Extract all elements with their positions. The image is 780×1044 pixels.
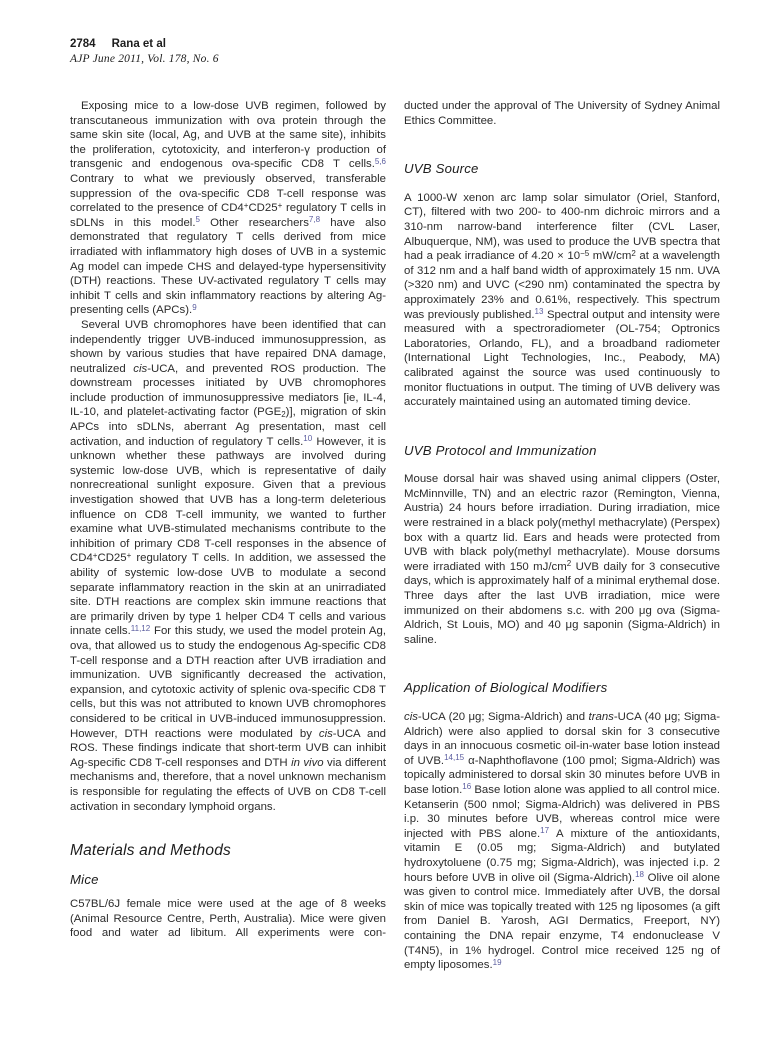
superscript: + — [277, 200, 283, 210]
superscript: 2 — [566, 559, 572, 569]
superscript: −5 — [580, 248, 590, 258]
uvb-protocol-heading: UVB Protocol and Immunization — [404, 442, 597, 458]
journal-citation: AJP June 2011, Vol. 178, No. 6 — [70, 53, 219, 65]
subscript: 2 — [281, 410, 286, 420]
reference-superscript[interactable]: 11,12 — [130, 623, 151, 633]
running-head — [70, 38, 219, 50]
superscript: + — [92, 550, 98, 560]
italic-term: trans — [588, 711, 614, 723]
page-number: 2784 — [70, 38, 96, 50]
mice-paragraph: C57BL/6J female mice were used at the age of 8 weeks (Animal Resource Centre, Perth, Australia). Mice were given food and water ad libitum. All experiments were con- — [70, 898, 386, 940]
left-column — [70, 99, 386, 941]
uvb-source-heading: UVB Source — [404, 161, 479, 177]
mice-heading: Mice — [70, 871, 99, 887]
page-header — [70, 38, 219, 65]
biological-modifiers-paragraph: cis-UCA (20 μg; Sigma-Aldrich) and trans-UCA (40 μg; Sigma-Aldrich) were also applied to dorsal skin for 3 consecutive days in an innocuous cosmetic oil-in-water base lotion instead of UVB.$^{14,15}$ α-Naphthoflavone (100 pmol; Sigma-Aldrich) was topically administered to dorsal skin 30 minutes before UVB in base lotion.$^{16}$ Base lotion alone was applied to all control mice. Ketanserin (500 nmol; Sigma-Aldrich) was delivered in PBS i.p. 30 minutes before UVB, whereas control mice were injected with PBS alone.$^{17}$ A mixture of the antioxidants, vitamin E (0.05 mg; Sigma-Aldrich) and butylated hydroxytoluene (0.75 mg; Sigma-Aldrich), was injected i.p. 2 hours before UVB in olive oil (Sigma-Aldrich).$^{18}$ Olive oil alone was given to control mice. Immediately after UVB, the dorsal skin of mice was topically treated with 125 ng liposomes (a gift from Daniel B. Yarosh, AGI Dermatics, Freeport, NY) containing the DNA repair enzyme, T4 endonuclease V (T4N5), in 1% hydrogel. Control mice received 125 ng of empty liposomes.$^{19}$ — [404, 711, 721, 972]
uvb-source-paragraph: A 1000-W xenon arc lamp solar simulator (Oriel, Stanford, CT), filtered with two 200- to 400-nm dichroic mirrors and a 310-nm narrow-band interference filter (CVL Laser, Albuquerque, NM), was used to produce the UVB spectra that had a peak irradiance of $4.20 \times 10^{-5}$ $mW/cm^2$ at a wavelength of 312 nm and a half band width of approximately 15 nm. UVA (>320 nm) and UVC (<290 nm) contaminated the spectra by approximately 23% and 0.61%, respectively. This spectrum was previously published.$^{13}$ Spectral output and intensity were measured with a spectroradiometer (OL-754; Optronics Laboratories, Orlando, FL), and a broadband radiometer (International Light Technologies, Inc., Peabody, MA) calibrated against the source was used continuously to monitor fluctuations in output. The timing of UVB delivery was accurately maintained using an automated timing device. — [404, 191, 721, 409]
italic-term: cis — [318, 727, 333, 740]
biological-modifiers-heading: Application of Biological Modifiers — [404, 680, 608, 696]
intro-paragraph-2: Several UVB chromophores have been identified that can independently trigger UVB-induced immunosuppression, as shown by various studies that have repaired DNA damage, neutralized cis-UCA, and prevented ROS production. The downstream processes initiated by UVB chromophores include production of immunosuppressive mediators [ie, IL-4, IL-10, and platelet-activating factor $(PGE_2)$], migration of skin APCs into sDLNs, aberrant Ag presentation, mast cell activation, and induction of regulatory T cells.$^{10}$ However, it is unknown whether these pathways are involved during systemic low-dose UVB, which is representative of daily nonrecreational sunlight exposure. Given that a previous investigation showed that UVB has a long-term deleterious influence on CD8 T-cell immunity, we wanted to further examine what UVB-stimulated mechanisms contribute to the inhibition of primary CD8 T-cell responses in the absence of CD4+CD25+ regulatory T cells. In addition, we assessed the ability of systemic low-dose UVB to modulate a second separate inflammatory reaction in the skin at an unirradiated site. DTH reactions are complex skin immune reactions that are primarily driven by type 1 helper CD4 T cells and various innate cells.$^{11,12}$ For this study, we used the model protein Ag, ova, that allowed us to study the endogenous Ag-specific CD8 T-cell response and a DTH reaction after UVB irradiation and immunization. UVB significantly decreased the activation, expansion, and cytotoxic activity of splenic ova-specific CD8 T cells, but this was not attributed to known UVB chromophores considered to be critical in UVB-induced immunosuppression. However, DTH reactions were modulated by cis-UCA and ROS. These findings indicate that short-term UVB can inhibit Ag-specific CD8 T-cell responses and DTH in vivo via different mechanisms and, therefore, that a novel unknown mechanism is responsible for regulating the effects of UVB on CD8 T-cell activation in secondary lymphoid organs. — [70, 318, 386, 813]
running-authors: Rana et al — [111, 38, 166, 50]
italic-term: cis — [404, 711, 418, 723]
reference-superscript[interactable]: 14,15 — [444, 753, 465, 763]
mice-paragraph-continued: ducted under the approval of The University of Sydney Animal Ethics Committee. — [404, 100, 720, 127]
materials-and-methods-heading: Materials and Methods — [70, 842, 232, 860]
italic-term: cis — [133, 362, 148, 375]
superscript: + — [126, 550, 132, 560]
reference-superscript[interactable]: 7,8 — [308, 215, 321, 225]
reference-superscript[interactable]: 10 — [303, 434, 313, 444]
reference-superscript[interactable]: 5,6 — [374, 156, 386, 166]
reference-superscript[interactable]: 18 — [635, 870, 644, 880]
reference-superscript[interactable]: 13 — [534, 307, 544, 317]
italic-term: in vivo — [291, 756, 324, 769]
reference-superscript[interactable]: 5 — [195, 215, 200, 225]
intro-paragraph-1: Exposing mice to a low-dose UVB regimen, followed by transcutaneous immunization with ova protein through the same skin site (local, Ag, and UVB at the same site), inhibits the proliferation, cytotoxicity, and interferon-γ production of transgenic and endogenous ova-specific CD8 T cells.$^{5,6}$ Contrary to what we previously observed, transferable suppression of the ova-specific CD8 T-cell response was correlated to the presence of CD4+CD25+ regulatory T cells in sDLNs in this model.$^5$ Other researchers$^{7,8}$ have also demonstrated that regulatory T cells derived from mice irradiated with inflammatory high doses of UVB in a systemic Ag model can impede CHS and delayed-type hypersensitivity (DTH) reactions. These UV-activated regulatory T cells may inhibit T cells and skin inflammatory reactions by altering Ag-presenting cells (APCs).$^9$ — [70, 100, 386, 317]
superscript: + — [243, 200, 249, 210]
superscript: 2 — [631, 248, 636, 258]
right-column — [404, 99, 720, 973]
uvb-protocol-paragraph: Mouse dorsal hair was shaved using animal clippers (Oster, McMinnville, TN) and an electric razor (Remington, Vienna, Austria) 24 hours before irradiation. During irradiation, mice were restrained in a black poly(methyl methacrylate) (Perspex) box with a quartz lid. Ears and heads were protected from UVB with black poly(methyl methacrylate). Mouse dorsums were irradiated with 150 $mJ/cm^2$ UVB daily for 3 consecutive days, which is approximately half of a minimal erythemal dose. Three days after the last UVB irradiation, mice were immunized on their abdomens s.c. with 200 μg ova (Sigma-Aldrich, St Louis, MO) and 40 μg saponin (Sigma-Aldrich) in saline. — [404, 473, 720, 646]
reference-superscript[interactable]: 19 — [492, 957, 502, 967]
reference-superscript[interactable]: 16 — [462, 782, 472, 792]
reference-superscript[interactable]: 9 — [192, 302, 197, 312]
reference-superscript[interactable]: 17 — [540, 826, 550, 836]
